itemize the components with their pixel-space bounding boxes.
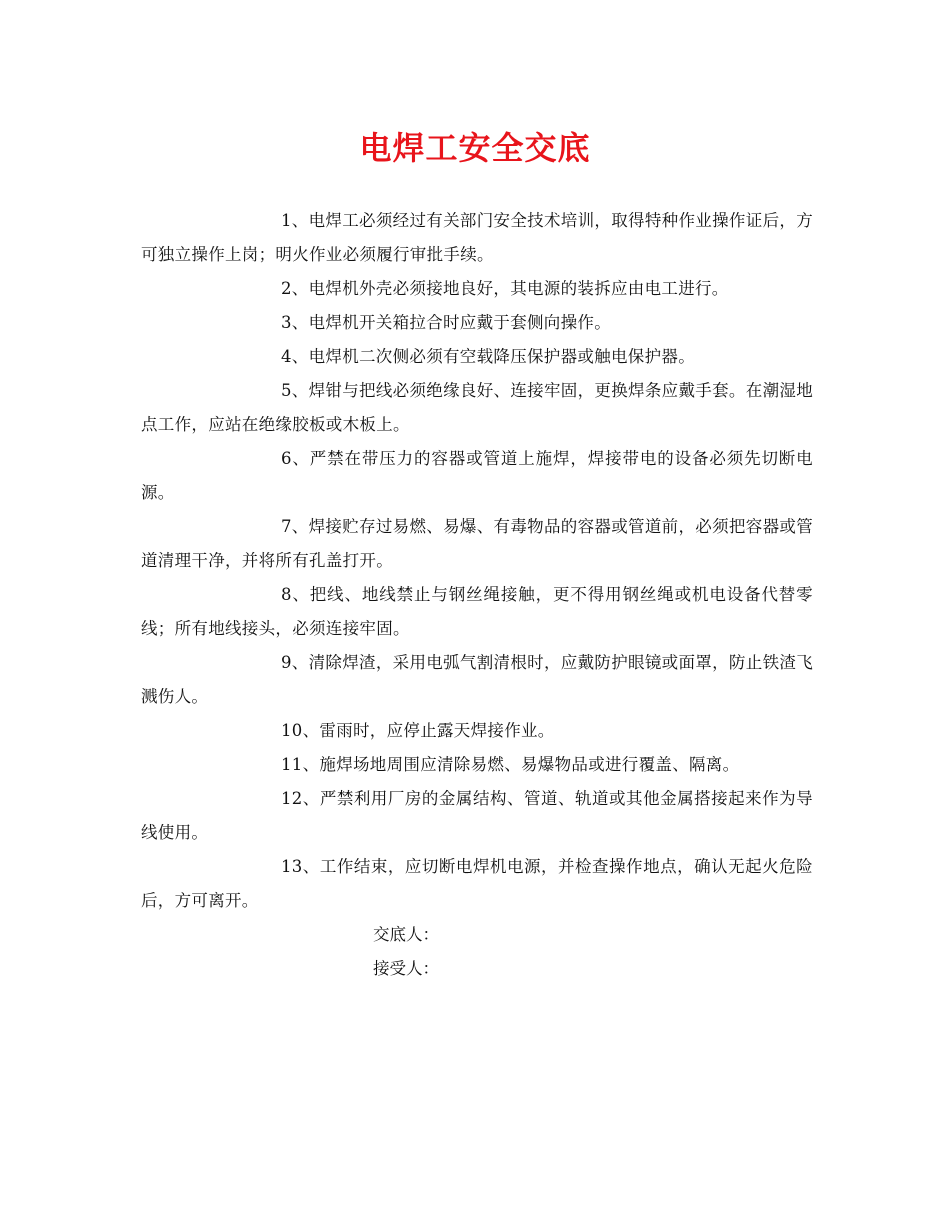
document-title: 电焊工安全交底: [359, 129, 591, 167]
safety-item-6: 6、严禁在带压力的容器或管道上施焊，焊接带电的设备必须先切断电源。: [141, 449, 813, 502]
document-body: [141, 204, 813, 986]
safety-item-4: 4、电焊机二次侧必须有空载降压保护器或触电保护器。: [281, 347, 695, 366]
safety-item-8: 8、把线、地线禁止与钢丝绳接触，更不得用钢丝绳或机电设备代替零线；所有地线接头，必须连接牢固。: [141, 585, 813, 638]
receiver-signature-line: 接受人：: [373, 959, 439, 978]
safety-item-5: 5、焊钳与把线必须绝缘良好、连接牢固，更换焊条应戴手套。在潮湿地点工作，应站在绝缘胶板或木板上。: [141, 381, 813, 434]
safety-item-11: 11、施焊场地周围应清除易燃、易爆物品或进行覆盖、隔离。: [281, 755, 740, 774]
safety-item-13: 13、工作结束，应切断电焊机电源，并检查操作地点，确认无起火危险后，方可离开。: [141, 857, 813, 910]
safety-item-7: 7、焊接贮存过易燃、易爆、有毒物品的容器或管道前，必须把容器或管道清理干净，并将所有孔盖打开。: [141, 517, 813, 570]
discloser-signature-line: 交底人：: [373, 925, 439, 944]
safety-item-2: 2、电焊机外壳必须接地良好，其电源的装拆应由电工进行。: [281, 279, 729, 298]
safety-item-12: 12、严禁利用厂房的金属结构、管道、轨道或其他金属搭接起来作为导线使用。: [141, 789, 813, 842]
safety-item-1: 1、电焊工必须经过有关部门安全技术培训，取得特种作业操作证后，方可独立操作上岗；明火作业必须履行审批手续。: [141, 211, 813, 264]
safety-item-3: 3、电焊机开关箱拉合时应戴于套侧向操作。: [281, 313, 611, 332]
safety-item-10: 10、雷雨时，应停止露天焊接作业。: [281, 721, 555, 740]
safety-item-9: 9、清除焊渣，采用电弧气割清根时，应戴防护眼镜或面罩，防止铁渣飞溅伤人。: [141, 653, 813, 706]
